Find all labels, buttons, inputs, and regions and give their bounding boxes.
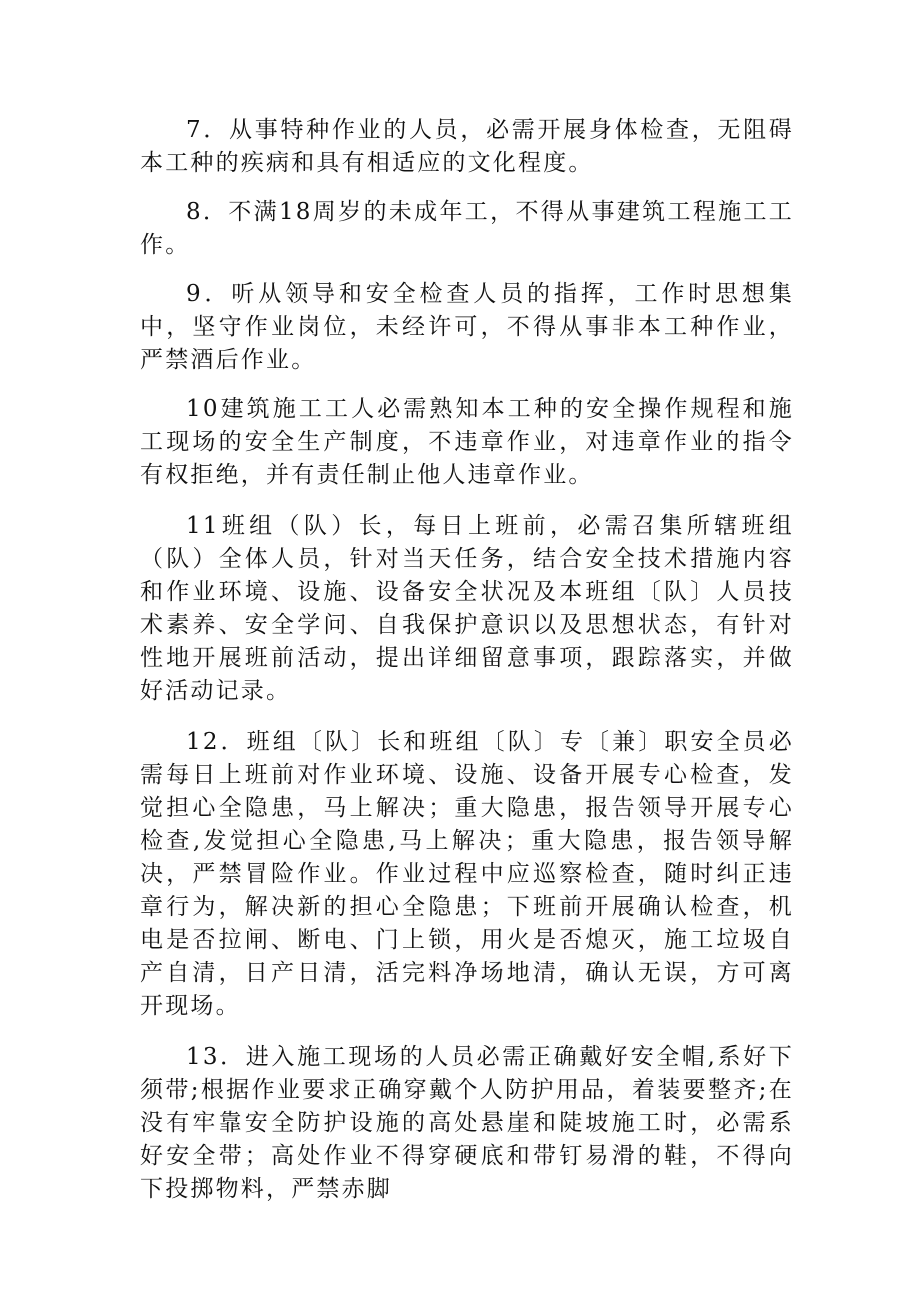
paragraph-13: 13．进入施工现场的人员必需正确戴好安全帽,系好下须带;根据作业要求正确穿戴个人防护用品，着装要整齐;在没有牢靠安全防护设施的高处悬崖和陡坡施工时，必需系好安全带；高处作业不得穿硬底和带钉易滑的鞋，不得向下投掷物料，严禁赤脚 bbox=[140, 1044, 794, 1202]
paragraph-12: 12．班组〔队〕长和班组〔队〕专〔兼〕职安全员必需每日上班前对作业环境、设施、设备开展专心检查，发觉担心全隐患，马上解决；重大隐患，报告领导开展专心检查,发觉担心全隐患,马上解决；重大隐患，报告领导解决，严禁冒险作业。作业过程中应巡察检查，随时纠正违章行为，解决新的担心全隐患；下班前开展确认检查，机电是否拉闸、断电、门上锁，用火是否熄灭，施工垃圾自产自清，日产日清，活完料净场地清，确认无误，方可离开现场。 bbox=[140, 729, 794, 1019]
document-body bbox=[140, 114, 794, 1224]
paragraph-11: 11班组（队）长，每日上班前，必需召集所辖班组（队）全体人员，针对当天任务，结合安全技术措施内容和作业环境、设施、设备安全状况及本班组〔队〕人员技术素养、安全学问、自我保护意识以及思想状态，有针对性地开展班前活动，提出详细留意事项，跟踪落实，并做好活动记录。 bbox=[140, 513, 794, 704]
paragraph-7: 7．从事特种作业的人员，必需开展身体检查，无阻碍本工种的疾病和具有相适应的文化程度。 bbox=[140, 117, 794, 176]
paragraph-9: 9．听从领导和安全检查人员的指挥，工作时思想集中，坚守作业岗位，未经许可，不得从事非本工种作业，严禁酒后作业。 bbox=[140, 281, 794, 373]
paragraph-10: 10建筑施工工人必需熟知本工种的安全操作规程和施工现场的安全生产制度，不违章作业，对违章作业的指令有权拒绝，并有责任制止他人违章作业。 bbox=[140, 396, 794, 488]
paragraph-8: 8．不满18周岁的未成年工，不得从事建筑工程施工工作。 bbox=[140, 199, 794, 258]
